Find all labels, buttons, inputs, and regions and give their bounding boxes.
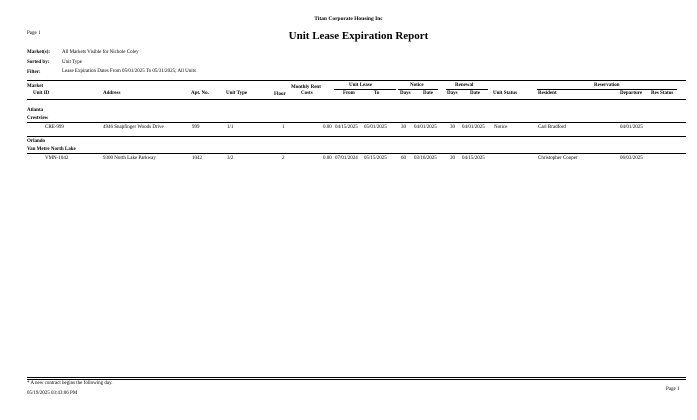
- notice-rule: [398, 89, 438, 90]
- criteria-label-markets: Market(s):: [27, 50, 51, 55]
- col-unit-id: Unit ID: [33, 91, 50, 96]
- col-market: Market: [27, 84, 44, 89]
- cell-notice-date: 04/01/2025: [414, 125, 437, 130]
- col-departure: Departure: [620, 91, 643, 96]
- col-notice: Notice: [410, 83, 424, 88]
- property-name: Van Metre North Lake: [27, 147, 76, 152]
- col-costs: Costs: [301, 91, 313, 96]
- cell-resident: Carl Bradford: [538, 125, 566, 130]
- col-renewal: Renewal: [455, 83, 474, 88]
- header-top-rule: [27, 80, 686, 81]
- cell-departure: 06/03/2025: [620, 156, 643, 161]
- col-unit-type: Unit Type: [226, 91, 248, 96]
- col-res-status: Res Status: [651, 91, 674, 96]
- cell-renewal-days: 30: [450, 125, 455, 130]
- cell-unit-status: Notice: [494, 125, 508, 130]
- cell-floor: 2: [282, 156, 285, 161]
- col-reservation: Reservation: [594, 83, 620, 88]
- group-rule: [27, 122, 686, 123]
- cell-renewal-date: 04/01/2025: [462, 125, 485, 130]
- cell-floor: 1: [282, 125, 285, 130]
- unit-lease-rule: [334, 89, 396, 90]
- cell-to: 05/01/2025: [364, 125, 387, 130]
- cell-address: 4946 Snapfinger Woods Drive: [103, 125, 164, 130]
- col-renewal-days: Days: [447, 91, 458, 96]
- footer-top-rule: [27, 377, 686, 378]
- col-notice-date: Date: [423, 91, 433, 96]
- cell-from: 07/01/2024: [335, 156, 358, 161]
- cell-notice-days: 60: [401, 156, 406, 161]
- col-renewal-date: Date: [470, 91, 480, 96]
- reservation-rule: [537, 89, 677, 90]
- cell-notice-days: 30: [401, 125, 406, 130]
- cell-notice-date: 03/16/2025: [414, 156, 437, 161]
- criteria-label-filter: Filter:: [27, 70, 41, 75]
- page-number: Page 1: [27, 31, 41, 36]
- cell-departure: 04/01/2025: [620, 125, 643, 130]
- criteria-label-sorted: Sorted by:: [27, 60, 50, 65]
- cell-renewal-days: 30: [450, 156, 455, 161]
- cell-costs: 0.00: [323, 156, 332, 161]
- cell-from: 04/15/2025: [335, 125, 358, 130]
- cell-unit-id: CRE-999: [45, 125, 64, 130]
- cell-costs: 0.00: [323, 125, 332, 130]
- cell-to: 05/15/2025: [364, 156, 387, 161]
- col-address: Address: [103, 91, 121, 96]
- col-monthly-rent: Monthly Rent: [291, 85, 321, 90]
- company-name: Titan Corporate Housing Inc: [314, 16, 383, 22]
- criteria-value-markets: All Markets Visible for Nichole Coley: [62, 50, 139, 55]
- cell-unit-id: VMN-1042: [45, 156, 69, 161]
- cell-unit-type: 3/2: [227, 156, 234, 161]
- cell-apt-no: 1042: [192, 156, 202, 161]
- col-resident: Resident: [538, 91, 557, 96]
- cell-apt-no: 999: [192, 125, 200, 130]
- cell-renewal-date: 04/15/2025: [462, 156, 485, 161]
- cell-address: 9300 North Lake Parkway: [103, 156, 156, 161]
- footer-note: * A new contract begins the following day.: [27, 381, 113, 386]
- cell-unit-type: 1/1: [227, 125, 234, 130]
- col-unit-lease: Unit Lease: [349, 83, 372, 88]
- col-apt-no: Apt. No.: [191, 91, 209, 96]
- market-name: Atlanta: [27, 108, 44, 113]
- col-notice-days: Days: [400, 91, 411, 96]
- group-rule: [27, 153, 686, 154]
- col-to: To: [374, 91, 380, 96]
- group-separator: [27, 136, 686, 137]
- col-from: From: [343, 91, 355, 96]
- col-unit-status: Unit Status: [493, 91, 518, 96]
- report-title: Unit Lease Expiration Report: [288, 30, 429, 42]
- criteria-value-sorted: Unit Type: [62, 60, 82, 65]
- col-floor: Floor: [274, 92, 286, 97]
- footer-timestamp: 05/19/2025 03:43:06 PM: [27, 391, 78, 396]
- cell-resident: Christopher Cooper: [538, 156, 578, 161]
- criteria-value-filter: Lease Expiration Dates From 05/01/2025 To 05/31/2025; All Units: [62, 69, 196, 74]
- market-name: Orlando: [27, 139, 46, 144]
- footer-page-number: Page 1: [666, 387, 680, 392]
- renewal-rule: [446, 89, 488, 90]
- footer-second-rule: [27, 379, 686, 380]
- property-name: Crestview: [27, 116, 49, 121]
- header-bottom-rule: [27, 99, 686, 100]
